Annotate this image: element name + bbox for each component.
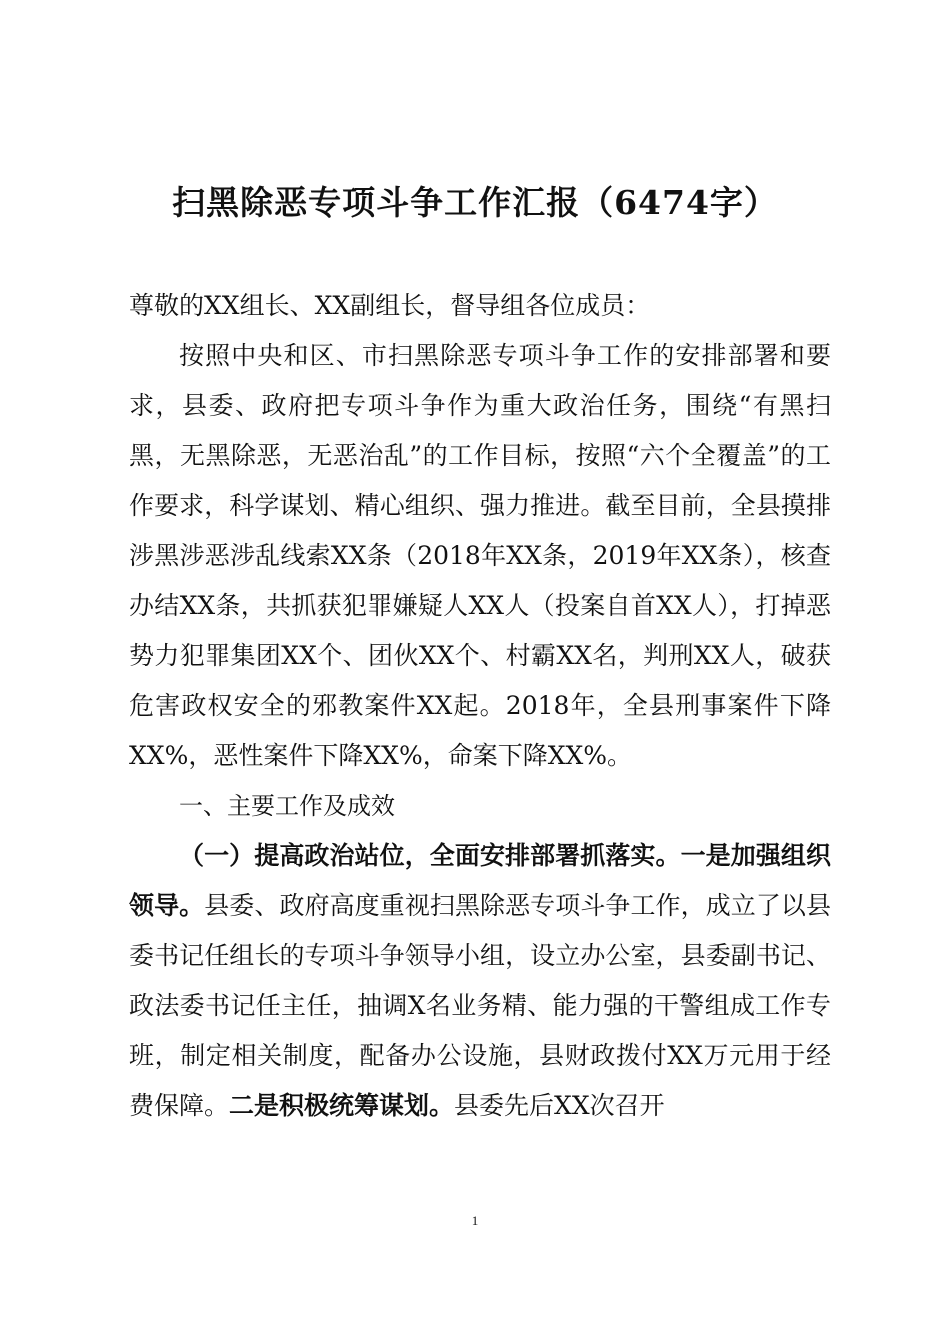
paragraph-subpoint-bold: 二是积极统筹谋划。: [229, 1091, 455, 1120]
paragraph-text: 县委、政府高度重视扫黑除恶专项斗争工作，成立了以县委书记任组长的专项斗争领导小组，设立办公室，县委副书记、政法委书记任主任，抽调X名业务精、能力强的干警组成工作专班，制定相关制度，配备办公设施，县财政拨付XX万元用于经费保障。: [129, 891, 831, 1120]
intro-paragraph: 按照中央和区、市扫黑除恶专项斗争工作的安排部署和要求，县委、政府把专项斗争作为重大政治任务，围绕“有黑扫黑，无黑除恶，无恶治乱”的工作目标，按照“六个全覆盖”的工作要求，科学谋划、精心组织、强力推进。截至目前，全县摸排涉黑涉恶涉乱线索XX条（2018年XX条，2019年XX条），核查办结XX条，共抓获犯罪嫌疑人XX人（投案自首XX人），打掉恶势力犯罪集团XX个、团伙XX个、村霸XX名，判刑XX人，破获危害政权安全的邪教案件XX起。2018年，全县刑事案件下降XX%，恶性案件下降XX%，命案下降XX%。: [129, 341, 831, 770]
salutation: 尊敬的XX组长、XX副组长，督导组各位成员：: [129, 291, 651, 320]
document-title: 扫黑除恶专项斗争工作汇报（6474字）: [172, 183, 778, 222]
section-paragraph: [129, 831, 831, 1131]
paragraph-lead-bold: （一）提高政治站位，全面安排部署抓落实。一是加强组织领导。: [129, 841, 831, 920]
section-heading: 一、主要工作及成效: [179, 792, 395, 820]
page-number: 1: [471, 1213, 479, 1228]
document-body: [129, 281, 831, 1131]
paragraph-text-continued: 县委先后XX次召开: [454, 1091, 665, 1120]
